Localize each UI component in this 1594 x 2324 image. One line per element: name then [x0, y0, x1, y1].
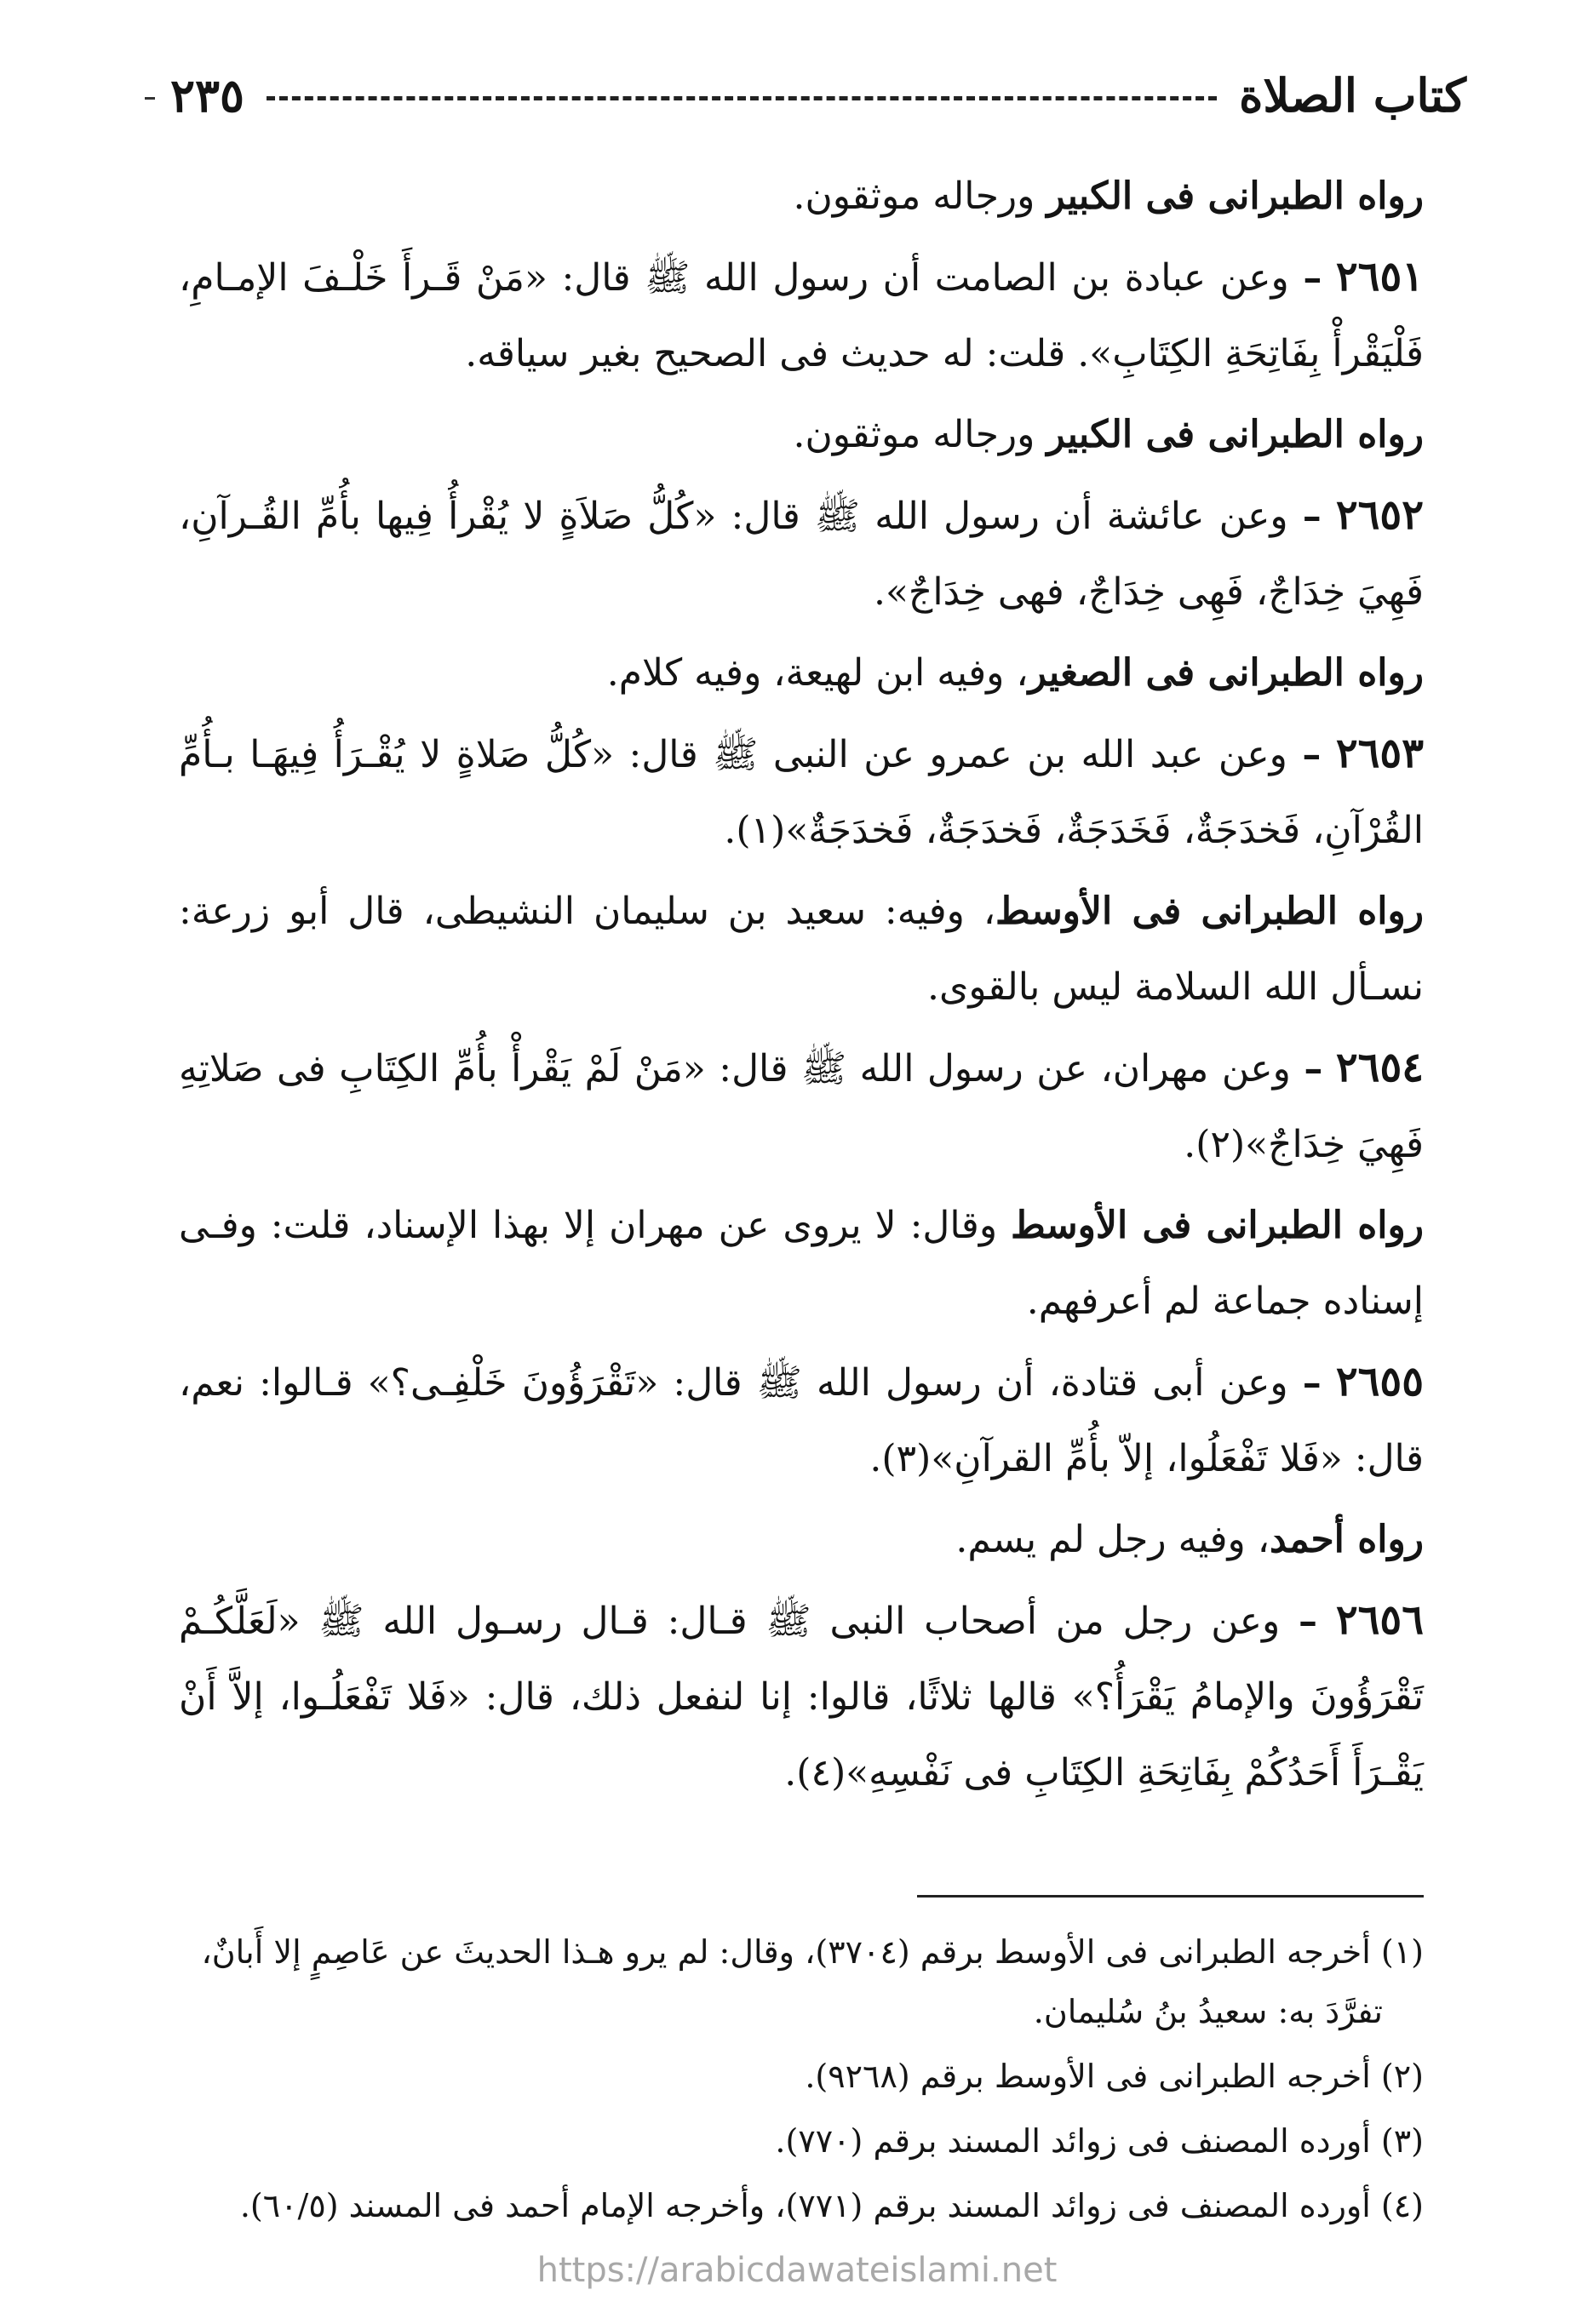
- footnote: [183, 2111, 1424, 2171]
- source-rest: وقال: لا يروى عن مهران إلا بهذا الإسناد، قلت: وفـى إسناده جماعة لم أعرفهم.: [179, 1204, 1424, 1323]
- hadith-text: وعن عبادة بن الصامت أن رسول الله ﷺ قال: «مَنْ قَـرأَ خَلْـفَ الإمـامِ، فَلْيَقْرأْ بِفَاتِحَةِ الكِتَابِ». قلت: له حديث فى الصحيح بغير سياقه.: [179, 256, 1424, 375]
- hadith-source: [179, 1188, 1424, 1339]
- footnote-continuation: تفرَّدَ به: سعيدُ بنُ سُليمان.: [1033, 1993, 1383, 2030]
- footnote: [183, 1922, 1424, 2041]
- source-lead: رواه الطبرانى فى الأوسط: [1011, 1204, 1424, 1247]
- hadith-text: وعن عائشة أن رسول الله ﷺ قال: «كُلُّ صَلاَةٍ لا يُقْرأُ فِيها بأُمِّ القُـرآنِ، فَهِيَ خِدَاجٌ، فَهِى خِدَاجٌ، فهى خِدَاجٌ».: [179, 495, 1424, 614]
- footnote: [183, 2176, 1424, 2235]
- footnotes: [183, 1922, 1424, 2241]
- header-dashed-rule: [267, 96, 1217, 100]
- source-lead: رواه الطبرانى فى الكبير: [1046, 175, 1424, 218]
- hadith-entry: [179, 716, 1424, 868]
- hadith-dash: –: [1302, 733, 1322, 776]
- hadith-number: ٢٦٥٥: [1335, 1358, 1424, 1405]
- hadith-entry: [179, 1030, 1424, 1182]
- hadith-source: [179, 635, 1424, 711]
- source-watermark: https://arabicdawateislami.net: [536, 2251, 1058, 2290]
- footnote-text: (٤) أورده المصنف فى زوائد المسند برقم (٧٧١)، وأخرجه الإمام أحمد فى المسند (٦٠/٥).: [239, 2187, 1424, 2224]
- book-title: كتاب الصلاة: [1239, 68, 1466, 123]
- footnote-text: (١) أخرجه الطبرانى فى الأوسط برقم (٣٧٠٤)، وقال: لم يرو هـذا الحديثَ عن عَاصِمٍ إلا أَبانٌ،: [201, 1933, 1424, 1971]
- source-lead: رواه أحمد: [1269, 1518, 1424, 1561]
- header-corner-mark: [145, 97, 155, 100]
- hadith-entry: [179, 1583, 1424, 1811]
- footnote: [183, 2046, 1424, 2106]
- hadith-source: [179, 873, 1424, 1025]
- source-lead: رواه الطبرانى فى الصغير: [1028, 651, 1424, 695]
- page-number: ٢٣٥: [170, 68, 245, 123]
- hadith-number: ٢٦٥٢: [1335, 491, 1424, 539]
- hadith-source: [179, 397, 1424, 472]
- hadith-source: [179, 158, 1424, 234]
- source-rest: ورجاله موثقون.: [793, 413, 1047, 456]
- source-rest: ورجاله موثقون.: [793, 175, 1047, 218]
- hadith-dash: –: [1302, 1361, 1322, 1405]
- hadith-text: وعن عبد الله بن عمرو عن النبى ﷺ قال: «كُلُّ صَلاةٍ لا يُقْـرَأُ فِيهَـا بـأُمِّ القُرْآنِ، فَخدَجَةٌ، فَخَدَجَةٌ، فَخدَجَةٌ، فَخدَجَةٌ»(١).: [179, 733, 1424, 852]
- hadith-text: وعن رجل من أصحاب النبى ﷺ قـال: قـال رسـول الله ﷺ «لَعَلَّكُـمْ تَقْرَؤُونَ والإمامُ يَقْرَأُ؟» قالها ثلاثًا، قالوا: إنا لنفعل ذلك، قال: «فَلا تَفْعَلُـوا، إلاَّ أَنْ يَقْـرَأَ أَحَدُكُمْ بِفَاتِحَةِ الكِتَابِ فى نَفْسِهِ»(٤).: [179, 1600, 1424, 1795]
- hadith-dash: –: [1304, 1047, 1323, 1090]
- hadith-dash: –: [1303, 256, 1322, 300]
- hadith-text: وعن مهران، عن رسول الله ﷺ قال: «مَنْ لَمْ يَقْرأْ بأُمِّ الكِتَابِ فى صَلاتِهِ فَهِيَ خِدَاجٌ»(٢).: [179, 1047, 1424, 1166]
- source-lead: رواه الطبرانى فى الكبير: [1046, 413, 1424, 456]
- source-lead: رواه الطبرانى فى الأوسط: [995, 890, 1424, 933]
- footnote-text: (٢) أخرجه الطبرانى فى الأوسط برقم (٩٢٦٨).: [805, 2058, 1424, 2095]
- footnote-text: (٣) أورده المصنف فى زوائد المسند برقم (٧٧٠).: [775, 2122, 1424, 2160]
- hadith-number: ٢٦٥٤: [1335, 1044, 1424, 1091]
- hadith-dash: –: [1299, 1600, 1318, 1643]
- source-rest: ، وفيه رجل لم يسم.: [955, 1518, 1270, 1561]
- running-header: [170, 61, 1466, 129]
- hadith-entry: [179, 239, 1424, 392]
- hadith-dash: –: [1302, 495, 1322, 538]
- source-rest: ، وفيه: سعيد بن سليمان النشيطى، قال أبو زرعة: نسـأل الله السلامة ليس بالقوى.: [179, 890, 1424, 1009]
- main-text: [179, 153, 1424, 1811]
- source-rest: ، وفيه ابن لهيعة، وفيه كلام.: [606, 651, 1029, 695]
- hadith-entry: [179, 1344, 1424, 1497]
- hadith-entry: [179, 478, 1424, 630]
- hadith-number: ٢٦٥٦: [1335, 1596, 1424, 1644]
- hadith-source: [179, 1502, 1424, 1577]
- hadith-number: ٢٦٥١: [1335, 253, 1424, 301]
- hadith-text: وعن أبى قتادة، أن رسول الله ﷺ قال: «تَقْرَؤُونَ خَلْفِـى؟» قـالوا: نعم، قال: «فَلا تَفْعَلُوا، إلاّ بأُمِّ القرآنِ»(٣).: [179, 1361, 1424, 1480]
- footnote-separator: [917, 1895, 1424, 1898]
- hadith-number: ٢٦٥٣: [1335, 730, 1424, 777]
